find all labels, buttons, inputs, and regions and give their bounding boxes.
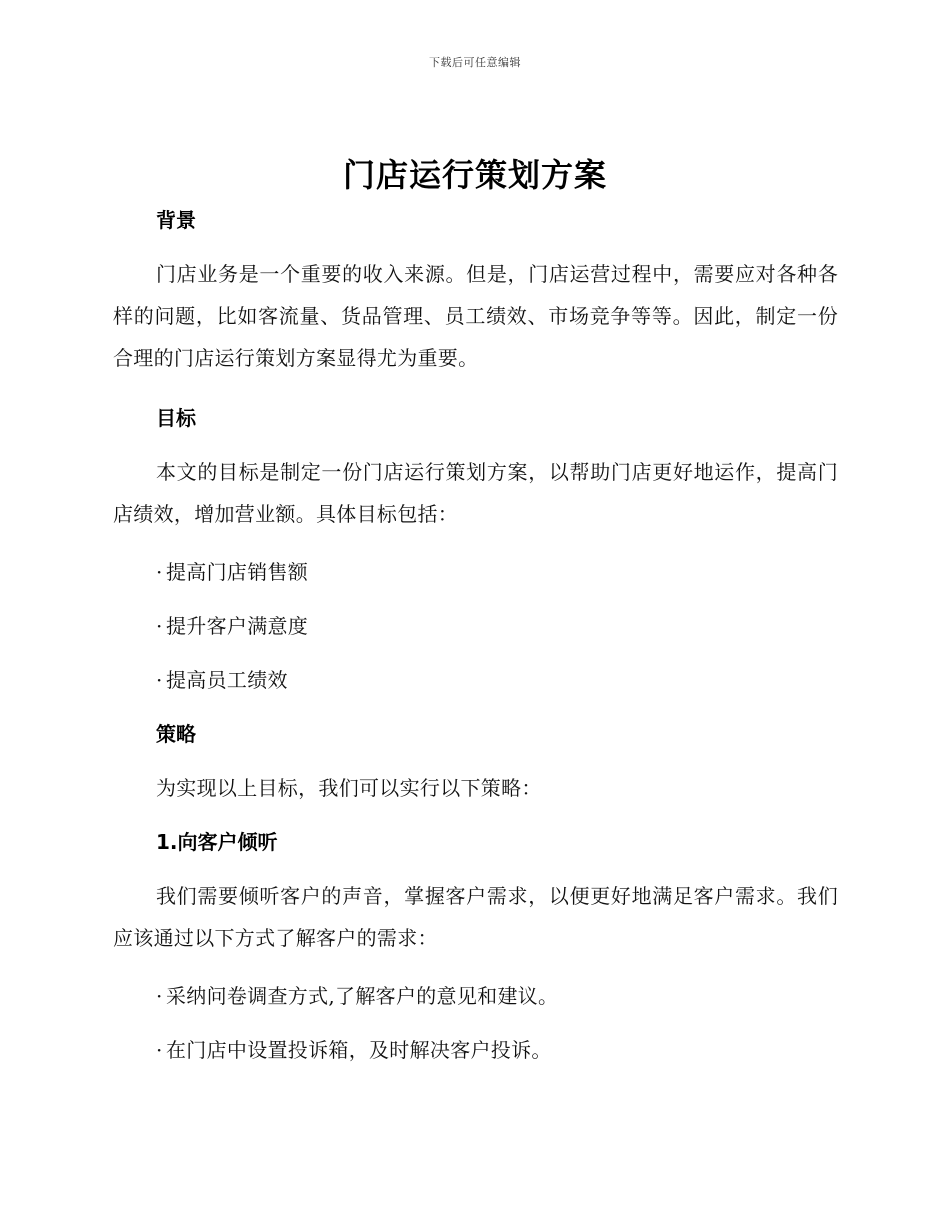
list-item: · 提高门店销售额 <box>113 555 838 589</box>
background-paragraph: 门店业务是一个重要的收入来源。但是，门店运营过程中，需要应对各种各样的问题，比如客流量、货品管理、员工绩效、市场竞争等等。因此，制定一份合理的门店运行策划方案显得尤为重要。 <box>113 262 838 370</box>
document-body <box>113 203 838 1067</box>
goals-paragraph: 本文的目标是制定一份门店运行策划方案，以帮助门店更好地运作，提高门店绩效，增加营业额。具体目标包括： <box>113 460 838 526</box>
bullet-icon: · <box>156 668 163 692</box>
subsection-heading-listen-to-customers: 1.向客户倾听 <box>156 830 278 854</box>
header-note: 下载后可任意编辑 <box>429 56 521 69</box>
section-heading-background: 背景 <box>156 208 196 232</box>
listen-paragraph: 我们需要倾听客户的声音，掌握客户需求，以便更好地满足客户需求。我们应该通过以下方式了解客户的需求： <box>113 884 838 950</box>
section-heading-strategy: 策略 <box>156 722 196 746</box>
bullet-icon: · <box>156 614 163 638</box>
page-title: 门店运行策划方案 <box>342 156 607 194</box>
list-item: · 在门店中设置投诉箱，及时解决客户投诉。 <box>113 1033 838 1067</box>
strategy-intro: 为实现以上目标，我们可以实行以下策略： <box>156 776 542 800</box>
list-item: · 采纳问卷调查方式,了解客户的意见和建议。 <box>113 979 838 1013</box>
list-item: · 提高员工绩效 <box>113 663 838 697</box>
section-heading-goals: 目标 <box>156 406 196 430</box>
bullet-icon: · <box>156 560 163 584</box>
bullet-icon: · <box>156 1038 163 1062</box>
bullet-icon: · <box>156 984 163 1008</box>
list-item: · 提升客户满意度 <box>113 609 838 643</box>
